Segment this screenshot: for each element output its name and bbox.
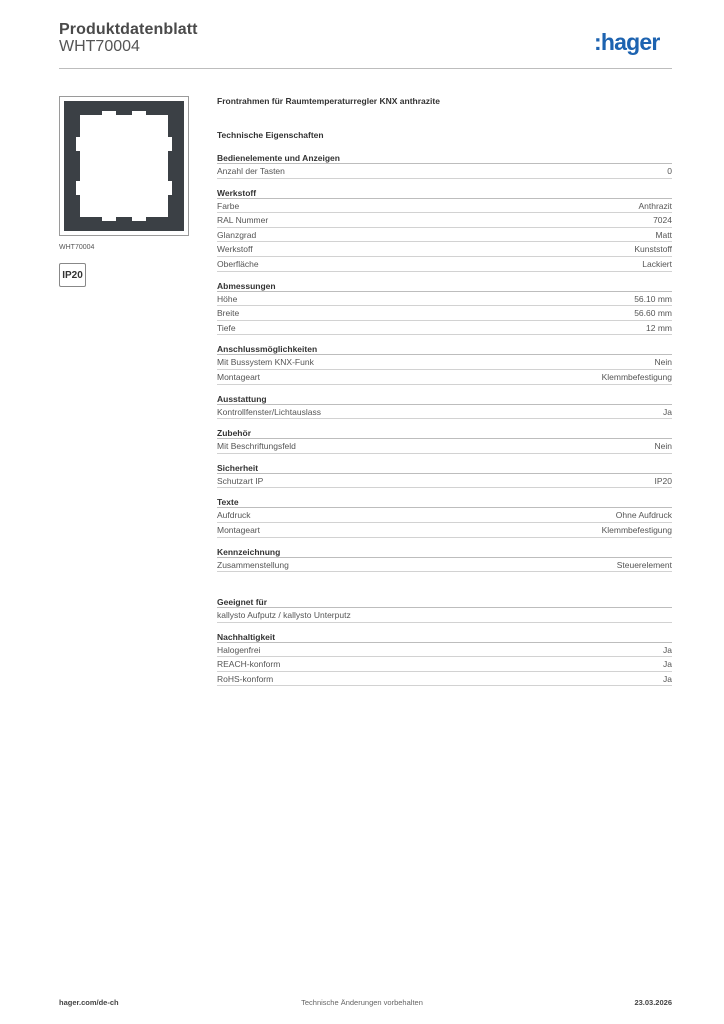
spec-label: Montageart — [217, 524, 260, 535]
spec-value: Matt — [655, 229, 672, 240]
spec-section — [217, 462, 672, 489]
spec-label: Werkstoff — [217, 244, 253, 255]
section-title: Werkstoff — [217, 187, 672, 199]
spec-row — [217, 558, 672, 573]
spec-row — [217, 292, 672, 307]
footer-date: 23.03.2026 — [634, 998, 672, 1007]
spec-value: Anthrazit — [638, 200, 672, 211]
spec-section — [217, 496, 672, 537]
spec-label: Mit Bussystem KNX-Funk — [217, 357, 314, 368]
spec-row — [217, 370, 672, 385]
section-spacer — [217, 572, 672, 588]
section-title: Zubehör — [217, 427, 672, 439]
spec-value: Ja — [663, 406, 672, 417]
spec-value: 12 mm — [646, 322, 672, 333]
spec-value: Klemmbefestigung — [601, 371, 672, 382]
spec-section — [217, 596, 672, 623]
spec-section — [217, 343, 672, 384]
product-code: WHT70004 — [59, 244, 95, 251]
section-title: Ausstattung — [217, 393, 672, 405]
spec-label: Breite — [217, 308, 240, 319]
spec-value: 56.10 mm — [634, 293, 672, 304]
spec-label: RAL Nummer — [217, 215, 269, 226]
spec-row — [217, 228, 672, 243]
ip-rating-badge: IP20 — [59, 263, 86, 287]
technical-data — [217, 96, 672, 686]
spec-label: Montageart — [217, 371, 260, 382]
header-divider — [59, 68, 672, 69]
footer-note: Technische Änderungen vorbehalten — [301, 998, 423, 1007]
spec-label: kallysto Aufputz / kallysto Unterputz — [217, 610, 351, 621]
spec-row — [217, 439, 672, 454]
spec-value: Klemmbefestigung — [601, 524, 672, 535]
spec-value: Ohne Aufdruck — [615, 510, 672, 521]
technical-properties-heading: Technische Eigenschaften — [217, 130, 324, 140]
spec-label: Halogenfrei — [217, 644, 261, 655]
section-title: Abmessungen — [217, 280, 672, 292]
spec-value: Ja — [663, 644, 672, 655]
spec-row — [217, 306, 672, 321]
footer-website: hager.com/de-ch — [59, 998, 119, 1007]
spec-row — [217, 242, 672, 257]
spec-value: 7024 — [653, 215, 672, 226]
section-title: Bedienelemente und Anzeigen — [217, 152, 672, 164]
section-title: Sicherheit — [217, 462, 672, 474]
frame-anthracite-icon — [64, 101, 184, 231]
spec-value: Lackiert — [642, 258, 672, 269]
spec-value: Ja — [663, 659, 672, 670]
spec-label: REACH-konform — [217, 659, 281, 670]
spec-section — [217, 280, 672, 336]
section-title: Nachhaltigkeit — [217, 631, 672, 643]
spec-row — [217, 164, 672, 179]
spec-value: Steuerelement — [616, 559, 672, 570]
spec-value: Nein — [654, 357, 672, 368]
spec-section — [217, 187, 672, 272]
product-image — [59, 96, 189, 236]
section-title: Geeignet für — [217, 596, 672, 608]
spec-value: Nein — [654, 441, 672, 452]
spec-label: Höhe — [217, 293, 238, 304]
spec-value: 56.60 mm — [634, 308, 672, 319]
spec-row — [217, 405, 672, 420]
spec-section — [217, 427, 672, 454]
section-title: Kennzeichnung — [217, 546, 672, 558]
spec-value: Kunststoff — [634, 244, 672, 255]
spec-label: Anzahl der Tasten — [217, 166, 285, 176]
spec-row — [217, 643, 672, 658]
spec-row — [217, 474, 672, 489]
spec-section — [217, 631, 672, 687]
section-title: Anschlussmöglichkeiten — [217, 343, 672, 355]
spec-section — [217, 546, 672, 573]
article-number: WHT70004 — [59, 38, 140, 55]
product-title: Frontrahmen für Raumtemperaturregler KNX anthrazite — [217, 96, 440, 106]
spec-section — [217, 152, 672, 179]
spec-section — [217, 393, 672, 420]
spec-label: Glanzgrad — [217, 229, 257, 240]
spec-label: Oberfläche — [217, 258, 259, 269]
spec-label: Aufdruck — [217, 510, 251, 521]
spec-row — [217, 355, 672, 370]
spec-row — [217, 672, 672, 687]
spec-row — [217, 508, 672, 523]
spec-value: Ja — [663, 673, 672, 684]
spec-sections — [217, 152, 672, 686]
spec-label: Mit Beschriftungsfeld — [217, 441, 296, 452]
spec-label: RoHS-konform — [217, 673, 274, 684]
spec-row — [217, 321, 672, 336]
spec-value: IP20 — [654, 475, 672, 486]
page-title: Produktdatenblatt — [59, 21, 198, 38]
spec-row — [217, 523, 672, 538]
spec-label: Farbe — [217, 200, 240, 211]
spec-row — [217, 213, 672, 228]
spec-label: Tiefe — [217, 322, 236, 333]
spec-row — [217, 657, 672, 672]
spec-row — [217, 608, 672, 623]
section-title: Texte — [217, 496, 672, 508]
spec-label: Kontrollfenster/Lichtauslass — [217, 406, 321, 417]
spec-label: Schutzart IP — [217, 475, 264, 486]
spec-value: 0 — [667, 166, 672, 176]
spec-label: Zusammenstellung — [217, 559, 289, 570]
spec-row — [217, 257, 672, 272]
spec-row — [217, 199, 672, 214]
hager-logo: :hager — [594, 29, 660, 55]
